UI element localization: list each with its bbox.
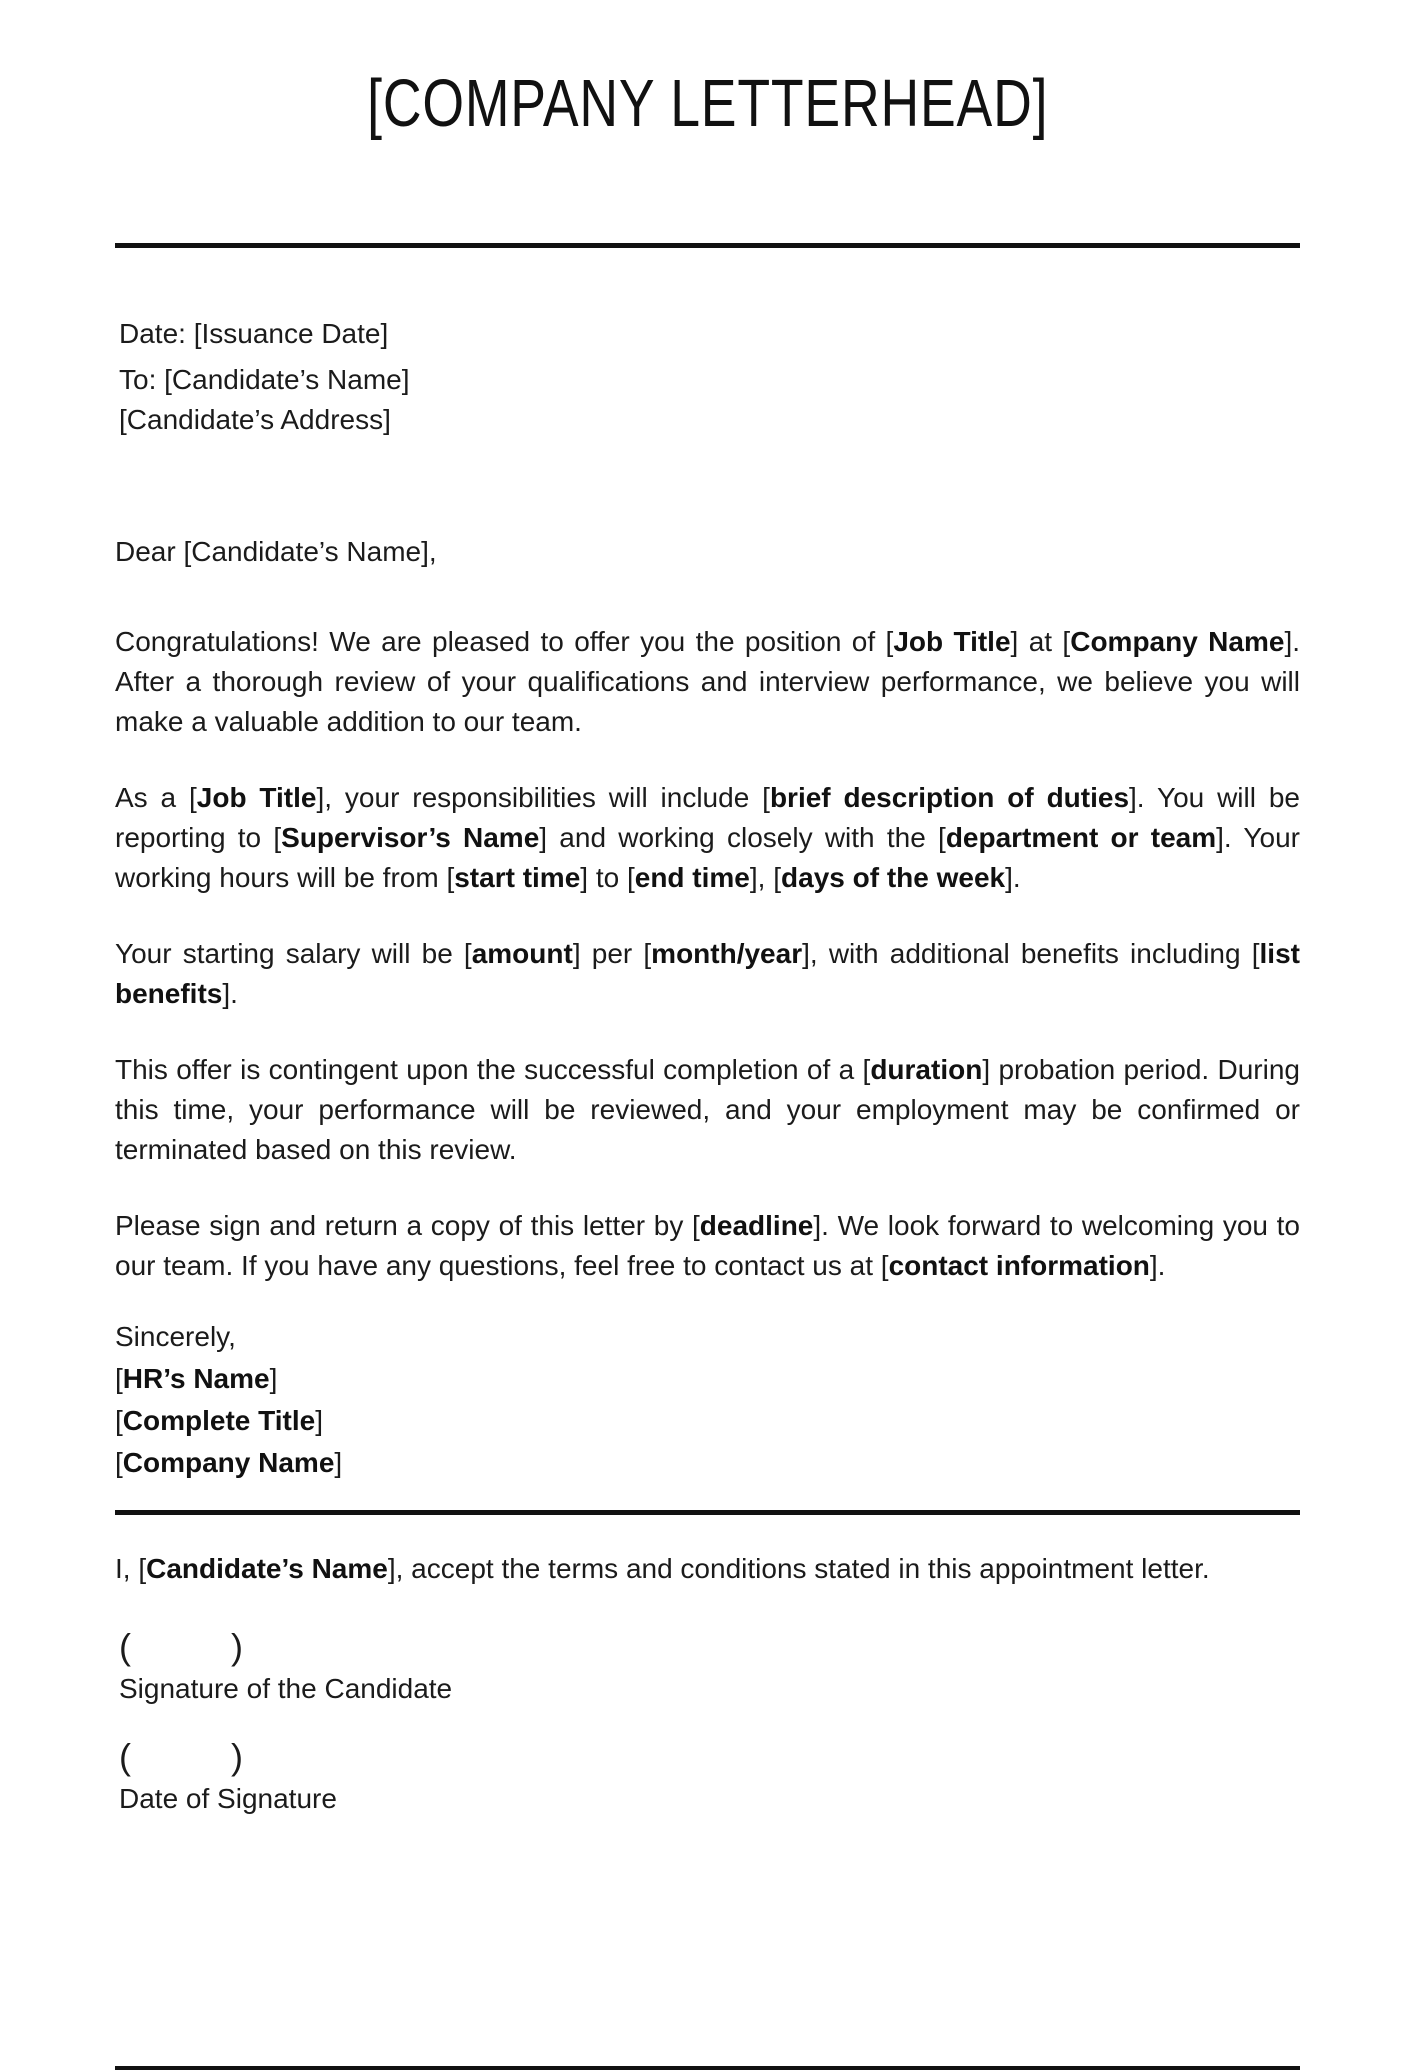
recipient-block [119, 360, 1300, 440]
address-line: [Candidate’s Address] [119, 404, 391, 435]
body-paragraph-responsibilities: As a [Job Title], your responsibilities will include [brief description of duties]. You will be reporting to [Supervisor’s Name] and working closely with the [department or team]. Your working hours will be from [start time] to [end time], [days of the week]. [115, 782, 1301, 893]
closing-block [115, 1316, 1300, 1484]
body-paragraph-sign-return: Please sign and return a copy of this letter by [deadline]. We look forward to welcoming you to our team. If you have any questions, feel free to contact us at [contact information]. [115, 1210, 1300, 1281]
date-line: Date: [Issuance Date] [119, 318, 389, 349]
closing-complete-title: [Complete Title] [115, 1405, 323, 1436]
closing-company-name: [Company Name] [115, 1447, 343, 1478]
header-rule [115, 243, 1300, 248]
body-paragraph-offer: Congratulations! We are pleased to offer you the position of [Job Title] at [Company Name]. After a thorough review of your qualifications and interview performance, we believe you will make a valuable addition to our team. [115, 626, 1300, 737]
letter-meta [115, 314, 1300, 440]
signature-paren-field: ( ) [119, 1626, 243, 1667]
footer-rule [115, 2066, 1300, 2070]
closing-sincerely: Sincerely, [115, 1321, 236, 1352]
body-paragraph-probation: This offer is contingent upon the successful completion of a [duration] probation period. During this time, your performance will be reviewed, and your employment may be confirmed or terminated based on this review. [115, 1054, 1300, 1165]
signature-label: Signature of the Candidate [119, 1673, 453, 1704]
signature-date-block [115, 1735, 1300, 1819]
acceptance-rule [115, 1510, 1300, 1515]
date-label: Date of Signature [119, 1783, 337, 1814]
acceptance-statement: I, [Candidate’s Name], accept the terms and conditions stated in this appointment letter. [115, 1553, 1210, 1584]
closing-hr-name: [HR’s Name] [115, 1363, 278, 1394]
body-paragraph-salary: Your starting salary will be [amount] per [month/year], with additional benefits including [list benefits]. [115, 938, 1300, 1009]
salutation: Dear [Candidate’s Name], [115, 536, 437, 567]
letterhead [115, 66, 1300, 155]
letterhead-title: [COMPANY LETTERHEAD] [366, 66, 1049, 141]
candidate-signature-block [115, 1625, 1300, 1709]
date-paren-field: ( ) [119, 1736, 243, 1777]
to-line: To: [Candidate’s Name] [119, 364, 410, 395]
letter-page [0, 66, 1414, 2070]
